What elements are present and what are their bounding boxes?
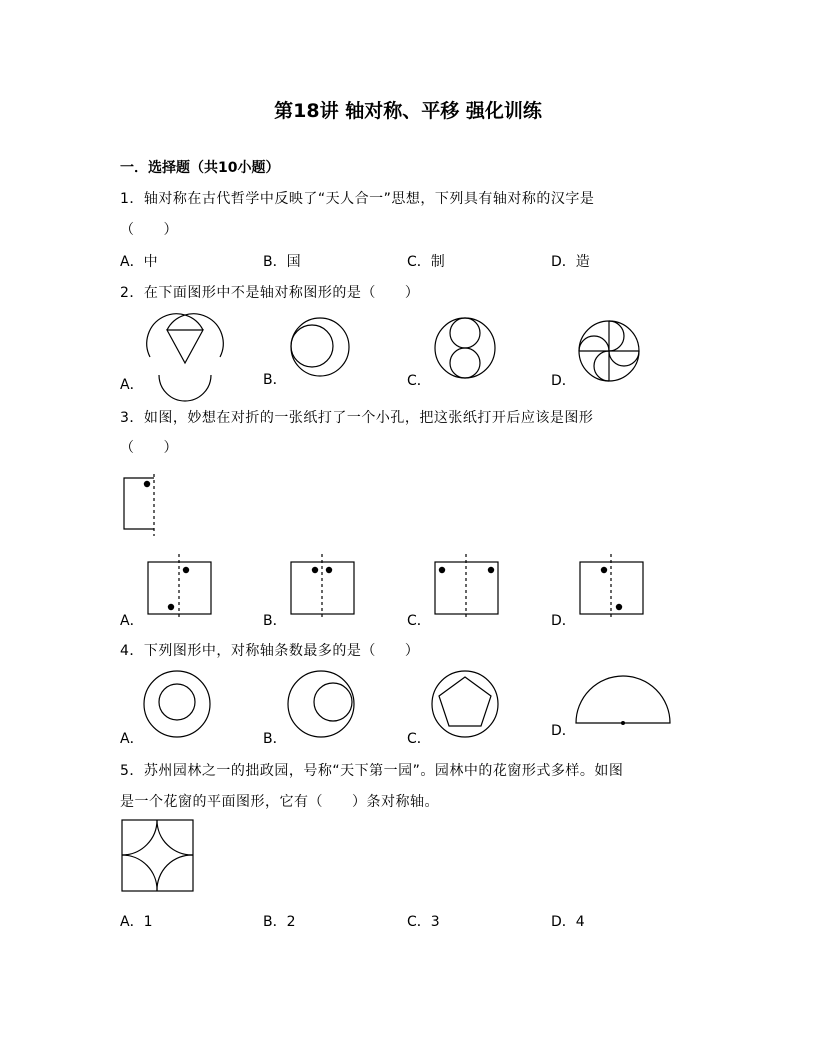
q3-figure-d: [577, 554, 647, 618]
q2-figure-d: [572, 314, 647, 389]
q3-option-a[interactable]: A．: [120, 613, 144, 629]
q4-figure-b: [284, 667, 359, 742]
q1-option-c[interactable]: C．制: [407, 254, 445, 270]
q4-option-a[interactable]: A．: [120, 731, 144, 747]
q4-figure-c: [428, 667, 503, 742]
q4-option-c[interactable]: C．: [407, 731, 431, 747]
q2-figure-c: [428, 314, 503, 389]
q1-option-a[interactable]: A．中: [120, 254, 158, 270]
q2-figure-a: [140, 308, 230, 393]
q4-option-b[interactable]: B．: [263, 731, 287, 747]
q2-option-d[interactable]: D．: [551, 373, 576, 389]
q3-option-b[interactable]: B．: [263, 613, 287, 629]
q2-figure-b: [285, 315, 360, 390]
q3-text: 3．如图，妙想在对折的一张纸打了一个小孔，把这张纸打开后应该是图形: [120, 410, 594, 426]
q4-text: 4．下列图形中，对称轴条数最多的是（ ）: [120, 643, 420, 659]
q5-option-d[interactable]: D．4: [551, 914, 585, 930]
q4-option-d[interactable]: D．: [551, 723, 576, 739]
q2-option-b[interactable]: B．: [263, 372, 287, 388]
q1-option-d[interactable]: D．造: [551, 254, 590, 270]
q1-answer-blank: （ ）: [120, 222, 178, 238]
q5-text-line1: 5．苏州园林之一的拙政园，号称“天下第一园”。园林中的花窗形式多样。如图: [120, 763, 624, 779]
page-title: 第18讲 轴对称、平移 强化训练: [274, 100, 542, 122]
q4-figure-a: [140, 667, 215, 742]
q1-text: 1．轴对称在古代哲学中反映了“天人合一”思想，下列具有轴对称的汉字是: [120, 191, 595, 207]
q4-figure-d: [573, 676, 673, 728]
q3-option-d[interactable]: D．: [551, 613, 576, 629]
q3-figure-b: [288, 554, 358, 618]
section-heading: 一．选择题（共10小题）: [120, 160, 280, 176]
q3-option-c[interactable]: C．: [407, 613, 431, 629]
q5-option-a[interactable]: A．1: [120, 914, 153, 930]
q5-flower-window-figure: [120, 818, 196, 894]
q3-answer-blank: （ ）: [120, 440, 178, 456]
q1-option-b[interactable]: B．国: [263, 254, 301, 270]
q2-option-c[interactable]: C．: [407, 373, 431, 389]
q3-folded-paper-figure: [120, 474, 160, 538]
q5-text-line2: 是一个花窗的平面图形，它有（ ）条对称轴。: [120, 794, 439, 810]
q3-figure-c: [432, 554, 502, 618]
q5-option-c[interactable]: C．3: [407, 914, 440, 930]
q2-text: 2．在下面图形中不是轴对称图形的是（ ）: [120, 285, 420, 301]
q3-figure-a: [145, 554, 215, 618]
q5-option-b[interactable]: B．2: [263, 914, 296, 930]
q2-option-a[interactable]: A．: [120, 377, 144, 393]
